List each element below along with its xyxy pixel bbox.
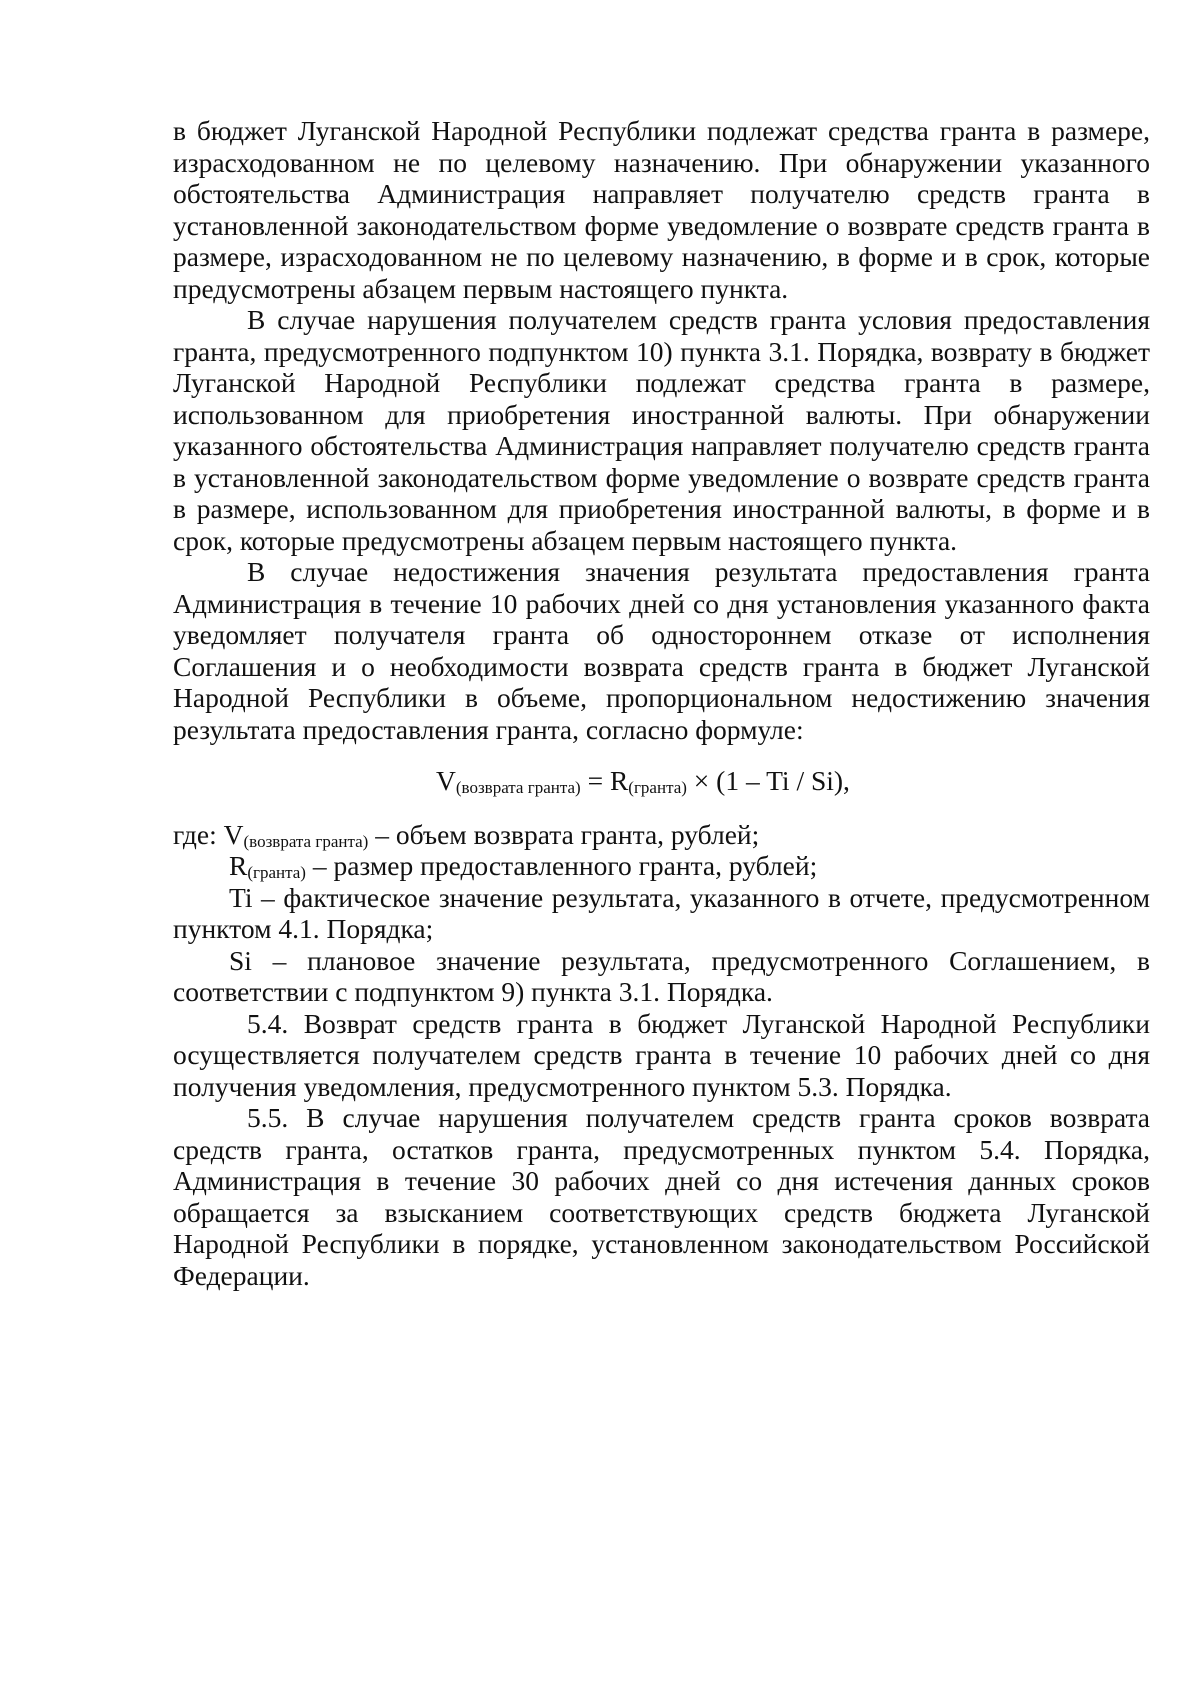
formula-r: R — [609, 765, 629, 796]
definition-si: Si – плановое значение результата, предусмотренного Соглашением, в соответствии с подпунктом 9) пункта 3.1. Порядка. — [173, 944, 1150, 1007]
definition-r-subscript: (гранта) — [247, 863, 306, 882]
formula-v: V — [436, 765, 456, 796]
definition-where: где: — [173, 818, 224, 850]
definition-ti: Ti – фактическое значение результата, указанного в отчете, предусмотренном пунктом 4.1. Порядка; — [173, 881, 1150, 944]
definition-r — [173, 850, 1150, 882]
formula-v-subscript: (возврата гранта) — [455, 778, 581, 797]
formula-r-subscript: (гранта) — [628, 778, 687, 797]
formula-rest: × (1 – Ti / Si), — [686, 765, 850, 796]
document-page — [173, 115, 1150, 1291]
definition-v-symbol: V — [223, 818, 244, 850]
paragraph-5-5: 5.5. В случае нарушения получателем средств гранта сроков возврата средств гранта, остатков гранта, предусмотренных пунктом 5.4. Порядка, Администрация в течение 30 рабочих дней со дня истечения данных сроков обращается за взысканием соответствующих средств бюджета Луганской Народной Республики в порядке, установленном законодательством Российской Федерации. — [173, 1102, 1150, 1291]
formula-equals: = — [580, 765, 610, 796]
paragraph-foreign-currency: В случае нарушения получателем средств гранта условия предоставления гранта, предусмотренного подпунктом 10) пункта 3.1. Порядка, возврату в бюджет Луганской Народной Республики подлежат средства гранта в размере, использованном для приобретения иностранной валюты. При обнаружении указанного обстоятельства Администрация направляет получателю средств гранта в установленной законодательством форме уведомление о возврате средств гранта в размере, использованном для приобретения иностранной валюты, в форме и в срок, которые предусмотрены абзацем первым настоящего пункта. — [173, 304, 1150, 556]
return-formula — [173, 765, 1150, 797]
definition-r-symbol: R — [229, 850, 248, 881]
definition-v-text: – объем возврата гранта, рублей; — [368, 818, 760, 850]
definition-v-subscript: (возврата гранта) — [243, 831, 369, 851]
paragraph-return-misuse: в бюджет Луганской Народной Республики подлежат средства гранта в размере, израсходованном не по целевому назначению. При обнаружении указанного обстоятельства Администрация направляет получателю средств гранта в установленной законодательством форме уведомление о возврате средств гранта в размере, израсходованном не по целевому назначению, в форме и в срок, которые предусмотрены абзацем первым настоящего пункта. — [173, 115, 1150, 304]
paragraph-result-not-achieved: В случае недостижения значения результата предоставления гранта Администрация в течение 10 рабочих дней со дня установления указанного факта уведомляет получателя гранта об одностороннем отказе от исполнения Соглашения и о необходимости возврата средств гранта в бюджет Луганской Народной Республики в объеме, пропорциональном недостижению значения результата предоставления гранта, согласно формуле: — [173, 556, 1150, 745]
paragraph-5-4: 5.4. Возврат средств гранта в бюджет Луганской Народной Республики осуществляется получателем средств гранта в течение 10 рабочих дней со дня получения уведомления, предусмотренного пунктом 5.3. Порядка. — [173, 1007, 1150, 1102]
definition-v — [173, 819, 1150, 851]
definition-r-text: – размер предоставленного гранта, рублей; — [305, 850, 818, 881]
